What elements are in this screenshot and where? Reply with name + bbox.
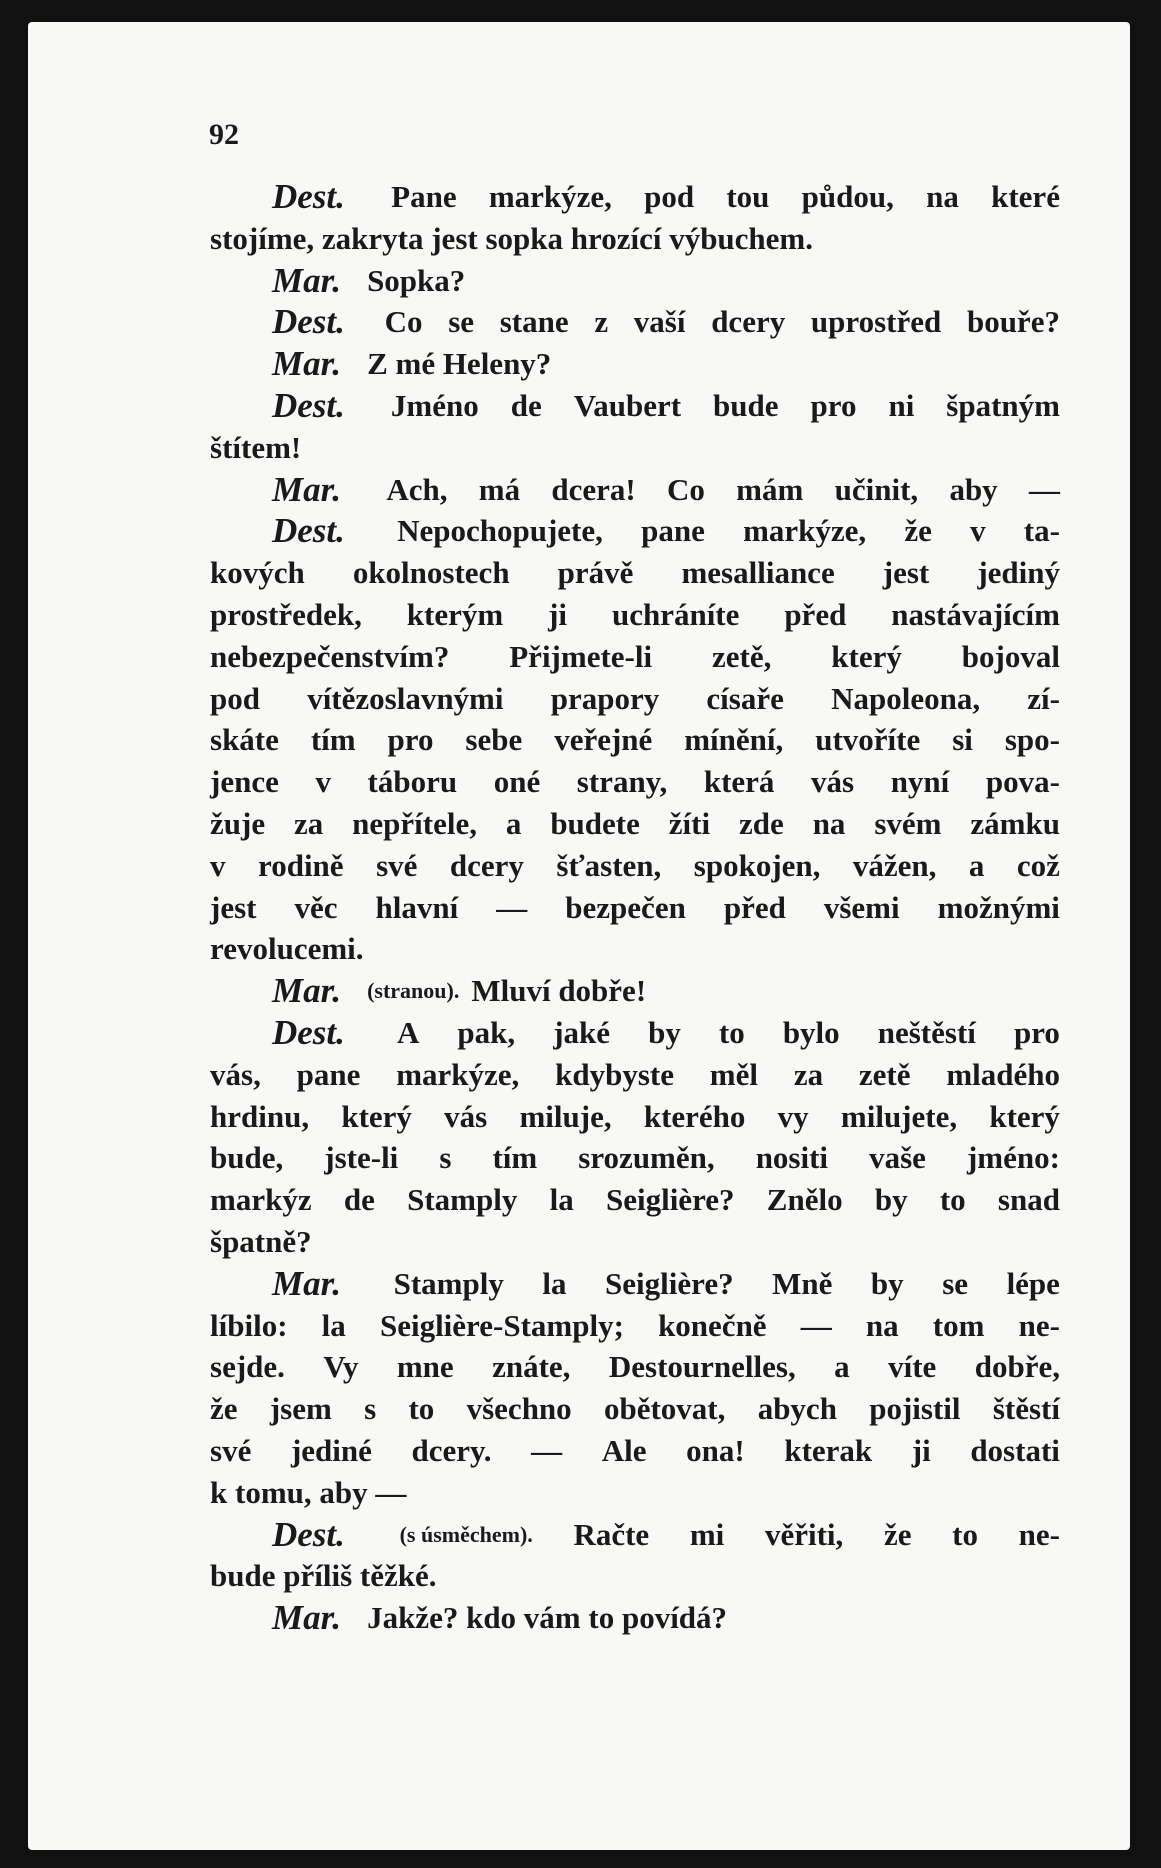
word: žuje — [210, 805, 266, 841]
word: jsem — [269, 1391, 332, 1427]
word: kterým — [406, 596, 504, 632]
word: na — [926, 179, 959, 214]
speaker-name: Mar. — [272, 971, 342, 1011]
word: la — [549, 1182, 574, 1218]
word: bude — [713, 387, 779, 423]
word: jaké — [553, 1014, 611, 1050]
text-line — [210, 218, 1060, 260]
text-line — [210, 552, 1060, 594]
word: by — [870, 1265, 904, 1301]
word: rodině — [258, 847, 344, 883]
word: konečně — [658, 1307, 767, 1343]
word: Co — [384, 304, 423, 340]
text-line — [210, 1472, 1060, 1514]
line-text: bude příliš těžké. — [210, 1558, 437, 1594]
word: stane — [499, 304, 569, 340]
text-line — [210, 887, 1060, 929]
word: že — [904, 513, 932, 549]
word: snad — [997, 1182, 1060, 1218]
word: nebezpečenstvím? — [210, 638, 450, 674]
word: utvoříte — [815, 722, 921, 758]
text-line — [210, 1514, 1060, 1556]
word: své — [376, 847, 418, 883]
text-line — [210, 678, 1060, 720]
word: všechno — [466, 1391, 572, 1427]
word: štěstí — [992, 1391, 1060, 1427]
word: dcery. — [411, 1432, 492, 1468]
word: nastávajícím — [891, 596, 1060, 632]
word: půdou, — [801, 179, 894, 214]
word: Pane — [391, 179, 457, 214]
word: z — [594, 304, 609, 340]
line-text: špatně? — [210, 1223, 312, 1259]
word: dobře, — [974, 1349, 1060, 1385]
word: oné — [493, 764, 541, 800]
word: které — [991, 179, 1060, 214]
word: Nepochopujete, — [397, 513, 603, 549]
word: že — [883, 1516, 912, 1552]
stage-direction: (s úsměchem). — [399, 1521, 533, 1547]
word: špatným — [946, 387, 1060, 423]
word: pova- — [985, 764, 1060, 800]
word: žíti — [668, 805, 711, 841]
word: pod — [210, 680, 260, 716]
word: nyní — [890, 764, 950, 800]
word: za — [793, 1056, 824, 1092]
word: srozuměn, — [578, 1140, 715, 1176]
word: pak, — [457, 1014, 516, 1050]
word: Račte — [573, 1516, 650, 1552]
text-line — [210, 845, 1060, 887]
word: Napoleona, — [831, 680, 981, 716]
word: lépe — [1006, 1265, 1060, 1301]
text-line — [210, 1388, 1060, 1430]
word: vás, — [210, 1056, 261, 1092]
word: sejde. — [210, 1349, 285, 1385]
word: bezpečen — [565, 889, 686, 925]
word: pane — [296, 1056, 361, 1092]
text-line — [210, 176, 1060, 218]
word: zámku — [970, 805, 1060, 841]
word: jence — [210, 764, 279, 800]
word: Znělo — [766, 1182, 843, 1218]
word: což — [1016, 847, 1060, 883]
line-text: k tomu, aby — — [210, 1474, 407, 1510]
word: veřejné — [554, 722, 653, 758]
word: v — [315, 764, 331, 800]
speaker-name: Mar. — [272, 469, 342, 509]
line-text: Z mé Heleny? — [367, 346, 552, 382]
word: mladého — [946, 1056, 1060, 1092]
text-line — [210, 469, 1060, 511]
text-line — [210, 1179, 1060, 1221]
word: dcery — [711, 304, 786, 340]
word: mínění, — [684, 722, 784, 758]
word: táboru — [367, 764, 458, 800]
word: nositi — [755, 1140, 829, 1176]
text-line — [210, 803, 1060, 845]
word: jméno: — [966, 1140, 1060, 1176]
word: ni — [888, 387, 915, 423]
speaker-name: Dest. — [272, 1012, 345, 1052]
word: zetě, — [712, 638, 772, 674]
word: markýze, — [743, 513, 867, 549]
word: vaše — [869, 1140, 926, 1176]
text-line — [210, 1012, 1060, 1054]
word: který — [831, 638, 902, 674]
word: markýze, — [396, 1056, 520, 1092]
word: kterak — [784, 1432, 873, 1468]
word: vítězoslavnými — [307, 680, 504, 716]
word: uchráníte — [611, 596, 740, 632]
text-line — [210, 1054, 1060, 1096]
text-line — [210, 761, 1060, 803]
text-line — [210, 343, 1060, 385]
word: by — [648, 1014, 681, 1050]
word: císaře — [706, 680, 784, 716]
word: by — [874, 1182, 908, 1218]
text-line — [210, 1430, 1060, 1472]
line-text: štítem! — [210, 429, 302, 465]
text-line — [210, 1597, 1060, 1639]
word: — — [800, 1307, 832, 1343]
word: Destournelles, — [608, 1349, 796, 1385]
word: — — [531, 1432, 563, 1468]
word: la — [321, 1307, 346, 1343]
word: tím — [310, 722, 356, 758]
word: bojoval — [961, 638, 1060, 674]
word: bouře? — [966, 304, 1060, 340]
text-line — [210, 636, 1060, 678]
word: skáte — [210, 722, 279, 758]
text-line — [210, 385, 1060, 427]
word: sebe — [465, 722, 523, 758]
word: budete — [550, 805, 640, 841]
word: která — [703, 764, 775, 800]
word: víte — [888, 1349, 937, 1385]
word: si — [952, 722, 973, 758]
word: nepřítele, — [352, 805, 477, 841]
word: Přijmete-li — [509, 638, 653, 674]
word: aby — [949, 471, 998, 507]
word: ta- — [1023, 513, 1060, 549]
word: dcery — [449, 847, 524, 883]
line-text: stojíme, zakryta jest sopka hrozící výbuchem. — [210, 220, 814, 256]
word: Ale — [601, 1432, 647, 1468]
word: možnými — [937, 889, 1060, 925]
word: prostředek, — [210, 596, 362, 632]
word: A — [396, 1014, 420, 1050]
word: který — [341, 1098, 412, 1134]
word: šťasten, — [556, 847, 662, 883]
word: všemi — [823, 889, 900, 925]
word: Vy — [323, 1349, 359, 1385]
word: Ach, — [386, 471, 448, 507]
word: právě — [557, 555, 634, 591]
word: markýz — [210, 1182, 312, 1218]
word: před — [723, 889, 786, 925]
word: spokojen, — [693, 847, 821, 883]
word: kdybyste — [555, 1056, 674, 1092]
word: tím — [492, 1140, 538, 1176]
text-line — [210, 510, 1060, 552]
word: pro — [810, 387, 857, 423]
word: spo- — [1004, 722, 1060, 758]
word: tou — [726, 179, 770, 214]
word: pojistil — [869, 1391, 961, 1427]
word: se — [942, 1265, 969, 1301]
word: před — [784, 596, 847, 632]
word: neštěstí — [877, 1014, 976, 1050]
text-line — [210, 719, 1060, 761]
word: se — [448, 304, 475, 340]
word: strany, — [576, 764, 668, 800]
speaker-name: Dest. — [272, 385, 345, 425]
page-number: 92 — [209, 118, 239, 151]
word: de — [510, 387, 542, 423]
word: pro — [1013, 1014, 1060, 1050]
word: v — [210, 847, 226, 883]
word: svém — [874, 805, 942, 841]
word: to — [718, 1014, 745, 1050]
word: to — [939, 1182, 966, 1218]
word: — — [496, 889, 528, 925]
text-line — [210, 301, 1060, 343]
stage-direction: (stranou). — [367, 978, 460, 1004]
text-line — [210, 1305, 1060, 1347]
word: kových — [210, 555, 305, 591]
word: jest — [882, 555, 930, 591]
word: Seiglière? — [605, 1182, 735, 1218]
word: Stamply — [393, 1265, 504, 1301]
line-text: revolucemi. — [210, 931, 364, 967]
word: bylo — [782, 1014, 840, 1050]
word: své — [210, 1432, 252, 1468]
word: ne- — [1018, 1307, 1060, 1343]
word: — — [1028, 471, 1060, 507]
word: vy — [777, 1098, 809, 1134]
word: ji — [911, 1432, 931, 1468]
word: abych — [757, 1391, 837, 1427]
word: znáte, — [492, 1349, 571, 1385]
word: Mně — [772, 1265, 833, 1301]
page-text — [210, 176, 1060, 1639]
word: mi — [689, 1516, 725, 1552]
word: pod — [644, 179, 695, 214]
word: ona! — [686, 1432, 745, 1468]
word: a — [834, 1349, 850, 1385]
text-line — [210, 260, 1060, 302]
word: zetě — [858, 1056, 911, 1092]
word: to — [952, 1516, 978, 1552]
word: jediné — [290, 1432, 372, 1468]
word: jest — [210, 889, 257, 925]
text-line — [210, 427, 1060, 469]
word: prapory — [550, 680, 660, 716]
word: obětovat, — [603, 1391, 726, 1427]
word: uprostřed — [810, 304, 942, 340]
text-line — [210, 1096, 1060, 1138]
text-line — [210, 1555, 1060, 1597]
word: Co — [667, 471, 705, 507]
word: dostati — [970, 1432, 1060, 1468]
word: a — [968, 847, 985, 883]
speaker-name: Mar. — [272, 1263, 342, 1303]
word: hlavní — [375, 889, 459, 925]
word: vás — [811, 764, 855, 800]
speaker-name: Mar. — [272, 1598, 342, 1638]
word: Seiglière? — [605, 1265, 734, 1301]
word: pane — [641, 513, 705, 549]
word: markýze, — [488, 179, 612, 214]
text-line — [210, 1346, 1060, 1388]
word: Vaubert — [573, 387, 682, 423]
word: okolnostech — [352, 555, 510, 591]
line-text: Jakže? kdo vám to povídá? — [367, 1600, 728, 1636]
speaker-name: Dest. — [272, 177, 345, 216]
word: v — [970, 513, 986, 549]
speaker-name: Dest. — [272, 302, 345, 342]
word: zí- — [1027, 680, 1060, 716]
word: ji — [548, 596, 568, 632]
text-line — [210, 594, 1060, 636]
word: tom — [932, 1307, 985, 1343]
word: to — [408, 1391, 435, 1427]
word: učinit, — [834, 471, 919, 507]
speaker-name: Mar. — [272, 260, 342, 300]
speaker-name: Mar. — [272, 344, 342, 384]
word: Stamply — [407, 1182, 518, 1218]
word: la — [542, 1265, 567, 1301]
word: který — [989, 1098, 1060, 1134]
text-line — [210, 1263, 1060, 1305]
word: hrdinu, — [210, 1098, 310, 1134]
line-text: Mluví dobře! — [471, 973, 647, 1009]
word: dcera! — [551, 471, 636, 507]
word: kterého — [643, 1098, 746, 1134]
line-text: Sopka? — [367, 262, 466, 298]
word: věc — [294, 889, 338, 925]
word: na — [865, 1307, 899, 1343]
word: vás — [444, 1098, 488, 1134]
text-line — [210, 970, 1060, 1012]
word: miluje, — [519, 1098, 612, 1134]
word: bude, — [210, 1140, 284, 1176]
word: zde — [739, 805, 784, 841]
text-line — [210, 1221, 1060, 1263]
word: měl — [709, 1056, 758, 1092]
word: ne- — [1018, 1516, 1060, 1552]
word: s — [364, 1391, 377, 1427]
word: de — [343, 1182, 375, 1218]
word: Seiglière-Stamply; — [379, 1307, 624, 1343]
word: líbilo: — [210, 1307, 288, 1343]
text-line — [210, 928, 1060, 970]
word: vážen, — [852, 847, 937, 883]
word: mesalliance — [681, 555, 835, 591]
word: jste-li — [324, 1140, 399, 1176]
word: vaší — [633, 304, 686, 340]
word: s — [439, 1140, 452, 1176]
word: věřiti, — [764, 1516, 844, 1552]
speaker-name: Dest. — [272, 1514, 345, 1554]
word: Jméno — [390, 387, 479, 423]
text-line — [210, 1137, 1060, 1179]
speaker-name: Dest. — [272, 511, 345, 551]
word: má — [478, 471, 521, 507]
word: a — [505, 805, 522, 841]
word: že — [210, 1391, 238, 1427]
word: za — [294, 805, 324, 841]
word: mne — [396, 1349, 454, 1385]
word: mám — [736, 471, 804, 507]
word: milujete, — [840, 1098, 958, 1134]
word: jediný — [977, 555, 1060, 591]
word: pro — [387, 722, 434, 758]
word: na — [812, 805, 846, 841]
